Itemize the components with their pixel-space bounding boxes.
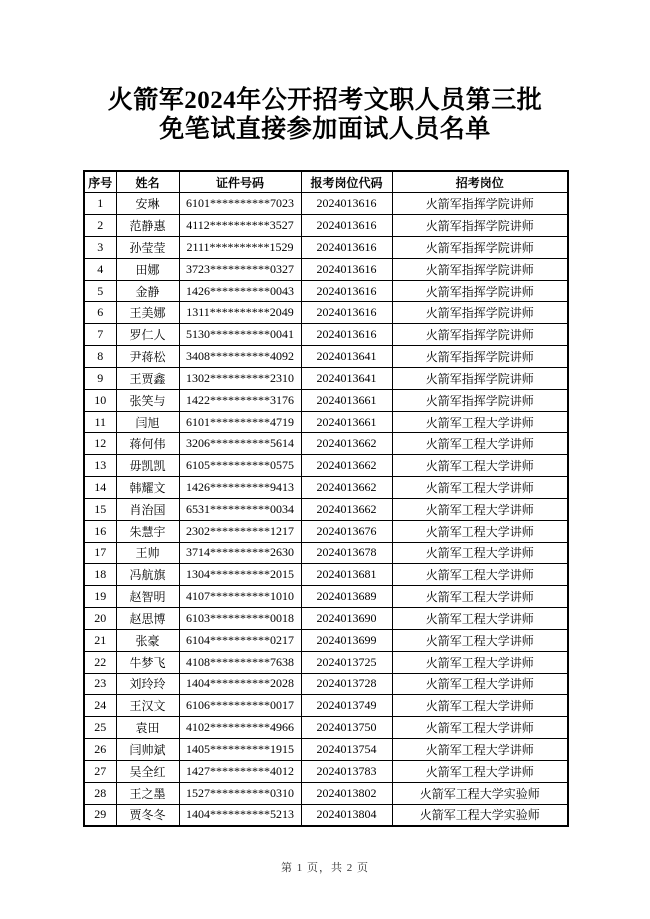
cell-id-number: 6106**********0017 bbox=[179, 695, 301, 717]
cell-id-number: 4108**********7638 bbox=[179, 651, 301, 673]
document-title-line1: 火箭军2024年公开招考文职人员第三批 bbox=[107, 87, 543, 114]
cell-position-code: 2024013616 bbox=[301, 236, 392, 258]
cell-id-number: 4112**********3527 bbox=[179, 215, 301, 237]
cell-position-code: 2024013661 bbox=[301, 411, 392, 433]
cell-index: 6 bbox=[84, 302, 116, 324]
table-row bbox=[84, 258, 568, 280]
cell-position: 火箭军工程大学讲师 bbox=[392, 477, 568, 499]
cell-position-code: 2024013616 bbox=[301, 215, 392, 237]
cell-index: 3 bbox=[84, 236, 116, 258]
cell-id-number: 3206**********5614 bbox=[179, 433, 301, 455]
cell-position: 火箭军工程大学讲师 bbox=[392, 608, 568, 630]
cell-name: 张笑与 bbox=[116, 389, 179, 411]
cell-name: 赵智明 bbox=[116, 586, 179, 608]
cell-id-number: 6104**********0217 bbox=[179, 629, 301, 651]
cell-position: 火箭军工程大学讲师 bbox=[392, 498, 568, 520]
cell-id-number: 5130**********0041 bbox=[179, 324, 301, 346]
cell-position-code: 2024013678 bbox=[301, 542, 392, 564]
table-row bbox=[84, 498, 568, 520]
column-header-position-code: 报考岗位代码 bbox=[301, 171, 392, 193]
cell-index: 4 bbox=[84, 258, 116, 280]
table-row bbox=[84, 302, 568, 324]
cell-position-code: 2024013616 bbox=[301, 258, 392, 280]
column-header-index: 序号 bbox=[84, 171, 116, 193]
cell-position-code: 2024013728 bbox=[301, 673, 392, 695]
cell-index: 5 bbox=[84, 280, 116, 302]
cell-name: 范静惠 bbox=[116, 215, 179, 237]
cell-position: 火箭军工程大学实验师 bbox=[392, 804, 568, 826]
cell-position-code: 2024013641 bbox=[301, 367, 392, 389]
table-row bbox=[84, 782, 568, 804]
cell-index: 17 bbox=[84, 542, 116, 564]
cell-name: 安琳 bbox=[116, 193, 179, 215]
cell-id-number: 3723**********0327 bbox=[179, 258, 301, 280]
cell-position: 火箭军工程大学讲师 bbox=[392, 520, 568, 542]
cell-index: 13 bbox=[84, 455, 116, 477]
cell-name: 闫帅斌 bbox=[116, 739, 179, 761]
cell-name: 贾冬冬 bbox=[116, 804, 179, 826]
column-header-name: 姓名 bbox=[116, 171, 179, 193]
cell-name: 闫旭 bbox=[116, 411, 179, 433]
table-row bbox=[84, 433, 568, 455]
cell-index: 23 bbox=[84, 673, 116, 695]
page-number-footer: 第 1 页，共 2 页 bbox=[281, 862, 369, 874]
cell-position-code: 2024013749 bbox=[301, 695, 392, 717]
table-row bbox=[84, 389, 568, 411]
cell-position: 火箭军工程大学讲师 bbox=[392, 542, 568, 564]
personnel-table bbox=[83, 170, 569, 827]
cell-position: 火箭军工程大学讲师 bbox=[392, 739, 568, 761]
cell-name: 尹蒋松 bbox=[116, 346, 179, 368]
cell-position-code: 2024013662 bbox=[301, 477, 392, 499]
cell-name: 王美娜 bbox=[116, 302, 179, 324]
cell-id-number: 1426**********9413 bbox=[179, 477, 301, 499]
cell-position-code: 2024013616 bbox=[301, 324, 392, 346]
cell-id-number: 6103**********0018 bbox=[179, 608, 301, 630]
table-row bbox=[84, 717, 568, 739]
table-row bbox=[84, 520, 568, 542]
table-row bbox=[84, 586, 568, 608]
table-row bbox=[84, 739, 568, 761]
cell-index: 11 bbox=[84, 411, 116, 433]
cell-index: 25 bbox=[84, 717, 116, 739]
cell-position: 火箭军工程大学讲师 bbox=[392, 564, 568, 586]
table-row bbox=[84, 695, 568, 717]
cell-position: 火箭军指挥学院讲师 bbox=[392, 367, 568, 389]
cell-position: 火箭军工程大学讲师 bbox=[392, 629, 568, 651]
cell-index: 20 bbox=[84, 608, 116, 630]
cell-index: 22 bbox=[84, 651, 116, 673]
cell-id-number: 1427**********4012 bbox=[179, 760, 301, 782]
cell-position-code: 2024013616 bbox=[301, 302, 392, 324]
cell-position: 火箭军指挥学院讲师 bbox=[392, 346, 568, 368]
cell-name: 韩耀文 bbox=[116, 477, 179, 499]
table-row bbox=[84, 477, 568, 499]
cell-name: 田娜 bbox=[116, 258, 179, 280]
table-row bbox=[84, 280, 568, 302]
cell-position-code: 2024013676 bbox=[301, 520, 392, 542]
cell-position-code: 2024013750 bbox=[301, 717, 392, 739]
cell-position: 火箭军指挥学院讲师 bbox=[392, 389, 568, 411]
cell-name: 王贾鑫 bbox=[116, 367, 179, 389]
cell-id-number: 2302**********1217 bbox=[179, 520, 301, 542]
table-row bbox=[84, 804, 568, 826]
column-header-id-number: 证件号码 bbox=[179, 171, 301, 193]
cell-position: 火箭军工程大学实验师 bbox=[392, 782, 568, 804]
cell-name: 王之墨 bbox=[116, 782, 179, 804]
cell-position-code: 2024013699 bbox=[301, 629, 392, 651]
cell-name: 王帅 bbox=[116, 542, 179, 564]
cell-name: 冯航旗 bbox=[116, 564, 179, 586]
cell-name: 赵思博 bbox=[116, 608, 179, 630]
cell-id-number: 6101**********7023 bbox=[179, 193, 301, 215]
cell-index: 27 bbox=[84, 760, 116, 782]
cell-name: 毋凯凯 bbox=[116, 455, 179, 477]
cell-position: 火箭军工程大学讲师 bbox=[392, 717, 568, 739]
table-row bbox=[84, 236, 568, 258]
cell-position: 火箭军工程大学讲师 bbox=[392, 651, 568, 673]
table-row bbox=[84, 673, 568, 695]
cell-index: 15 bbox=[84, 498, 116, 520]
cell-position-code: 2024013641 bbox=[301, 346, 392, 368]
table-row bbox=[84, 608, 568, 630]
cell-index: 7 bbox=[84, 324, 116, 346]
table-header-row bbox=[84, 171, 568, 193]
cell-position-code: 2024013681 bbox=[301, 564, 392, 586]
cell-position: 火箭军工程大学讲师 bbox=[392, 433, 568, 455]
table-row bbox=[84, 542, 568, 564]
cell-id-number: 1404**********5213 bbox=[179, 804, 301, 826]
cell-id-number: 1302**********2310 bbox=[179, 367, 301, 389]
cell-index: 14 bbox=[84, 477, 116, 499]
cell-position: 火箭军指挥学院讲师 bbox=[392, 258, 568, 280]
document-title-line2: 免笔试直接参加面试人员名单 bbox=[159, 116, 491, 143]
cell-position: 火箭军工程大学讲师 bbox=[392, 455, 568, 477]
cell-index: 18 bbox=[84, 564, 116, 586]
table-row bbox=[84, 193, 568, 215]
cell-position: 火箭军指挥学院讲师 bbox=[392, 215, 568, 237]
table-row bbox=[84, 760, 568, 782]
cell-position: 火箭军指挥学院讲师 bbox=[392, 302, 568, 324]
cell-index: 12 bbox=[84, 433, 116, 455]
cell-name: 袁田 bbox=[116, 717, 179, 739]
cell-position-code: 2024013662 bbox=[301, 498, 392, 520]
cell-id-number: 3408**********4092 bbox=[179, 346, 301, 368]
cell-name: 肖治国 bbox=[116, 498, 179, 520]
table-row bbox=[84, 215, 568, 237]
cell-name: 金静 bbox=[116, 280, 179, 302]
document-title bbox=[0, 86, 650, 144]
cell-id-number: 6101**********4719 bbox=[179, 411, 301, 433]
cell-position-code: 2024013802 bbox=[301, 782, 392, 804]
cell-position-code: 2024013725 bbox=[301, 651, 392, 673]
cell-index: 16 bbox=[84, 520, 116, 542]
cell-id-number: 1422**********3176 bbox=[179, 389, 301, 411]
cell-position: 火箭军工程大学讲师 bbox=[392, 673, 568, 695]
cell-id-number: 4102**********4966 bbox=[179, 717, 301, 739]
cell-id-number: 1527**********0310 bbox=[179, 782, 301, 804]
cell-id-number: 1304**********2015 bbox=[179, 564, 301, 586]
cell-index: 24 bbox=[84, 695, 116, 717]
cell-id-number: 6531**********0034 bbox=[179, 498, 301, 520]
cell-id-number: 4107**********1010 bbox=[179, 586, 301, 608]
cell-id-number: 1405**********1915 bbox=[179, 739, 301, 761]
cell-index: 21 bbox=[84, 629, 116, 651]
cell-position: 火箭军指挥学院讲师 bbox=[392, 236, 568, 258]
cell-name: 朱慧宇 bbox=[116, 520, 179, 542]
cell-position: 火箭军工程大学讲师 bbox=[392, 760, 568, 782]
cell-index: 26 bbox=[84, 739, 116, 761]
cell-position-code: 2024013616 bbox=[301, 193, 392, 215]
cell-index: 1 bbox=[84, 193, 116, 215]
cell-index: 10 bbox=[84, 389, 116, 411]
cell-index: 19 bbox=[84, 586, 116, 608]
table-row bbox=[84, 564, 568, 586]
cell-name: 吴全红 bbox=[116, 760, 179, 782]
cell-position: 火箭军工程大学讲师 bbox=[392, 411, 568, 433]
cell-name: 刘玲玲 bbox=[116, 673, 179, 695]
cell-id-number: 6105**********0575 bbox=[179, 455, 301, 477]
table-row bbox=[84, 346, 568, 368]
cell-position-code: 2024013689 bbox=[301, 586, 392, 608]
cell-position-code: 2024013690 bbox=[301, 608, 392, 630]
cell-index: 28 bbox=[84, 782, 116, 804]
cell-position-code: 2024013661 bbox=[301, 389, 392, 411]
cell-name: 牛梦飞 bbox=[116, 651, 179, 673]
table-row bbox=[84, 367, 568, 389]
cell-position: 火箭军指挥学院讲师 bbox=[392, 324, 568, 346]
table-row bbox=[84, 455, 568, 477]
cell-name: 孙莹莹 bbox=[116, 236, 179, 258]
cell-id-number: 1404**********2028 bbox=[179, 673, 301, 695]
table-row bbox=[84, 324, 568, 346]
cell-position: 火箭军工程大学讲师 bbox=[392, 695, 568, 717]
cell-index: 8 bbox=[84, 346, 116, 368]
cell-id-number: 1311**********2049 bbox=[179, 302, 301, 324]
table-row bbox=[84, 411, 568, 433]
cell-position-code: 2024013616 bbox=[301, 280, 392, 302]
cell-name: 王汉文 bbox=[116, 695, 179, 717]
cell-position-code: 2024013662 bbox=[301, 433, 392, 455]
cell-position: 火箭军指挥学院讲师 bbox=[392, 193, 568, 215]
cell-position-code: 2024013754 bbox=[301, 739, 392, 761]
cell-index: 9 bbox=[84, 367, 116, 389]
cell-name: 蒋何伟 bbox=[116, 433, 179, 455]
cell-name: 罗仁人 bbox=[116, 324, 179, 346]
table-row bbox=[84, 651, 568, 673]
cell-index: 2 bbox=[84, 215, 116, 237]
cell-position-code: 2024013783 bbox=[301, 760, 392, 782]
cell-id-number: 3714**********2630 bbox=[179, 542, 301, 564]
cell-position-code: 2024013804 bbox=[301, 804, 392, 826]
cell-id-number: 2111**********1529 bbox=[179, 236, 301, 258]
cell-position-code: 2024013662 bbox=[301, 455, 392, 477]
cell-index: 29 bbox=[84, 804, 116, 826]
column-header-position: 招考岗位 bbox=[392, 171, 568, 193]
table-row bbox=[84, 629, 568, 651]
cell-position: 火箭军工程大学讲师 bbox=[392, 586, 568, 608]
cell-name: 张豪 bbox=[116, 629, 179, 651]
cell-id-number: 1426**********0043 bbox=[179, 280, 301, 302]
cell-position: 火箭军指挥学院讲师 bbox=[392, 280, 568, 302]
